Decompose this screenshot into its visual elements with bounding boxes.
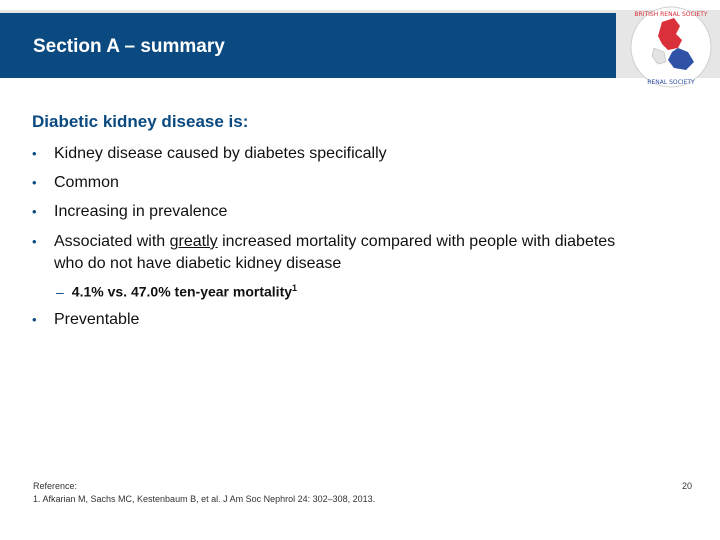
section-subheading: Diabetic kidney disease is: [32,112,249,131]
logo-text-bottom: RENAL SOCIETY [647,79,695,86]
bullet-text: Preventable [54,311,140,328]
bullet-dot: • [32,234,37,249]
reference-text: 1. Afkarian M, Sachs MC, Kestenbaum B, et al. J Am Soc Nephrol 24: 302–308, 2013. [33,494,376,504]
bullet-dot: • [32,175,37,190]
reference-block [33,480,375,506]
citation-superscript: 1 [292,283,298,293]
bullet-dot: • [32,146,37,161]
bullet-text: Associated with greatly increased mortality compared with people with diabetes who do not have diabetic kidney disease [54,233,616,272]
slide-title: Section A – summary [33,36,225,57]
logo-text-top: BRITISH RENAL SOCIETY [634,11,708,18]
bullet-text: Increasing in prevalence [54,203,228,220]
bullet-dot: • [32,312,37,327]
bullet-dot: • [32,204,37,219]
bullet-text: Common [54,174,119,191]
page-number: 20 [682,481,693,491]
bullet-text: Kidney disease caused by diabetes specifically [54,145,387,162]
society-logo [628,4,714,90]
reference-label: Reference: [33,481,78,491]
emphasis-word: greatly [169,233,218,250]
sub-bullet-item [56,283,297,300]
sub-bullet-dash: – [56,283,64,300]
sub-bullet-text: 4.1% vs. 47.0% ten-year mortality [71,283,293,300]
